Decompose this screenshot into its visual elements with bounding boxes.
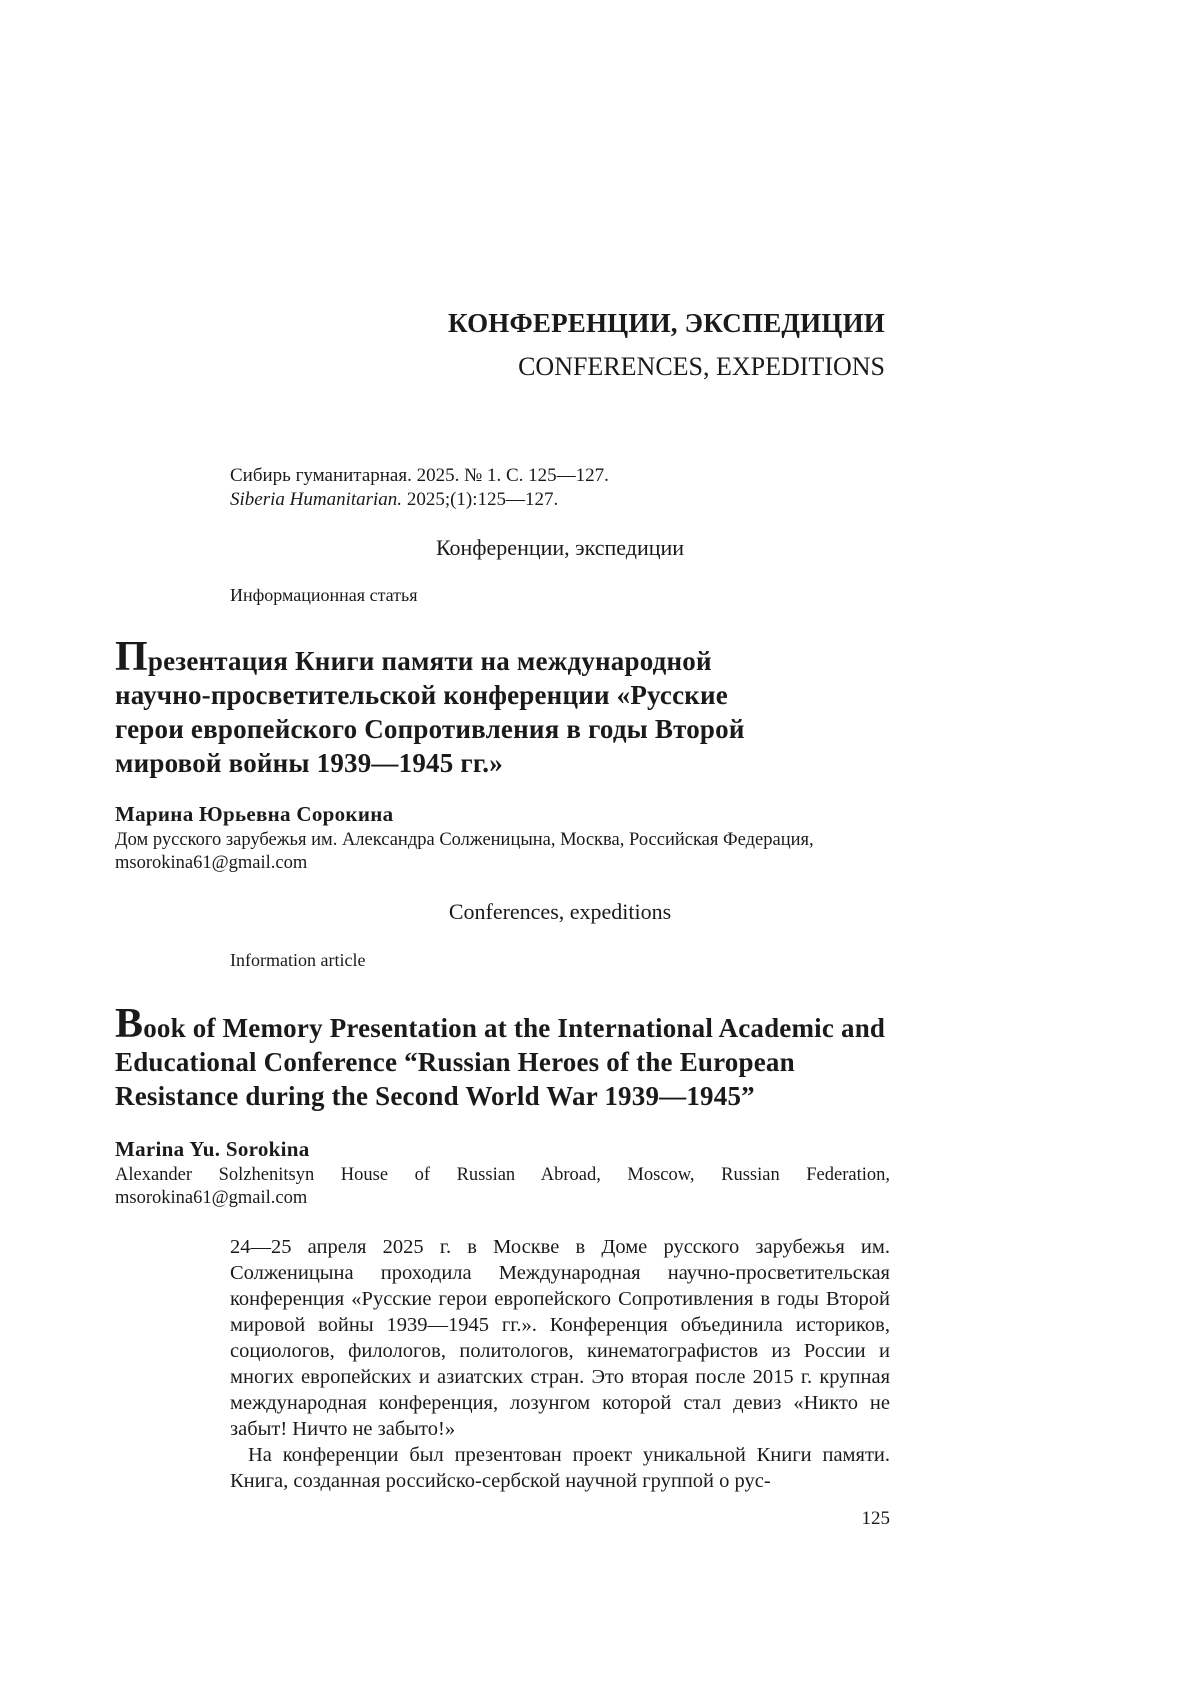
rubric-en: Conferences, expeditions [400, 899, 720, 925]
citation-en-journal: Siberia Humanitarian. [230, 489, 402, 510]
citation-en [230, 489, 558, 511]
article-title-ru [115, 640, 765, 780]
citation-ru: Сибирь гуманитарная. 2025. № 1. С. 125—127. [230, 465, 609, 487]
section-title-ru: КОНФЕРЕНЦИИ, ЭКСПЕДИЦИИ [400, 308, 885, 339]
body-paragraph-1: 24—25 апреля 2025 г. в Москве в Доме русского зарубежья им. Солженицына проходила Международная научно-просветительская конференция «Русские герои европейского Сопротивления в годы Второй мировой войны 1939—1945 гг.». Конференция объединила историков, социологов, филологов, политологов, кинематографистов из России и многих европейских и азиатских стран. Это вторая после 2015 г. крупная международная конференция, лозунгом которой стал девиз «Никто не забыт! Ничто не забыто!» [230, 1234, 890, 1442]
body-paragraph-2: На конференции был презентован проект уникальной Книги памяти. Книга, созданная российско-сербской научной группой о рус- [230, 1442, 890, 1494]
title-ru-text: резентация Книги памяти на международной научно-просветительской конференции «Русские герои европейского Сопротивления в годы Второй мировой войны 1939—1945 гг.» [115, 646, 745, 778]
rubric-ru: Конференции, экспедиции [400, 535, 720, 561]
article-body [230, 1234, 890, 1494]
author-ru: Марина Юрьевна Сорокина [115, 802, 393, 827]
article-title-en [115, 1007, 900, 1113]
affiliation-ru: Дом русского зарубежья им. Александра Солженицына, Москва, Российская Федерация, msorokina61@gmail.com [115, 829, 890, 875]
page-number: 125 [840, 1508, 890, 1530]
title-en-text: ook of Memory Presentation at the International Academic and Educational Conference “Russian Heroes of the European Resistance during the Second World War 1939—1945” [115, 1013, 885, 1111]
author-en: Marina Yu. Sorokina [115, 1137, 310, 1162]
title-en-initial: B [115, 1001, 143, 1047]
citation-en-rest: 2025;(1):125—127. [402, 489, 558, 510]
section-title-en: CONFERENCES, EXPEDITIONS [400, 352, 885, 382]
article-type-ru: Информационная статья [230, 585, 418, 606]
title-ru-initial: П [115, 634, 148, 680]
affiliation-en: Alexander Solzhenitsyn House of Russian Abroad, Moscow, Russian Federation, msorokina61@gmail.com [115, 1164, 890, 1210]
article-type-en: Information article [230, 950, 365, 971]
